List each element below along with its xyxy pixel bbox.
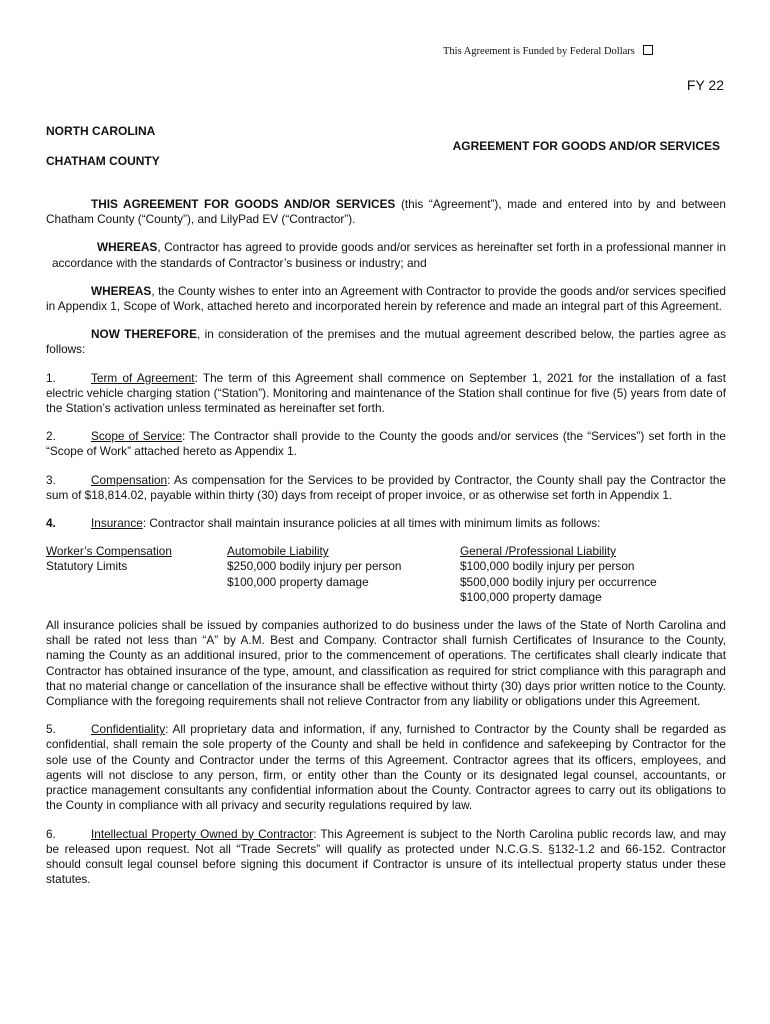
section-insurance bbox=[46, 516, 726, 531]
fiscal-year: FY 22 bbox=[686, 77, 724, 93]
section-number: 3. bbox=[46, 472, 56, 487]
section-text: : Contractor shall maintain insurance policies at all times with minimum limits as follows: bbox=[142, 516, 601, 531]
county-heading: CHATHAM COUNTY bbox=[46, 154, 160, 168]
intro-text: (this “Agreement”), made and entered into by and between Chatham County (“County”), and LilyPad EV (“Contractor”). bbox=[46, 197, 726, 227]
section-confidentiality bbox=[46, 722, 726, 813]
section-compensation bbox=[46, 473, 726, 503]
section-text: : The Contractor shall provide to the County the goods and/or services (the “Services”) set forth in the “Scope of Work” attached hereto as Appendix 1. bbox=[46, 429, 726, 459]
limit-line: $250,000 bodily injury per person bbox=[227, 559, 402, 574]
whereas-2-bold: WHEREAS bbox=[91, 283, 152, 298]
now-therefore-text: , in consideration of the premises and the mutual agreement described below, the parties agree as follows: bbox=[46, 327, 726, 357]
whereas-1-text: , Contractor has agreed to provide goods and/or services as hereinafter set forth in a professional manner in accordance with the standards of Contractor’s business or industry; and bbox=[52, 240, 726, 270]
column-header: Automobile Liability bbox=[227, 544, 329, 559]
intro-paragraph bbox=[46, 197, 726, 227]
section-number: 2. bbox=[46, 429, 56, 444]
limit-line: $100,000 property damage bbox=[227, 574, 369, 589]
limit-line: $500,000 bodily injury per occurrence bbox=[460, 574, 657, 589]
section-text: : The term of this Agreement shall commence on September 1, 2021 for the installation of a fast electric vehicle charging station (“Station”). Monitoring and maintenance of the Station shall continue for five (5) years from date of the Station’s activation unless terminated as hereinafter set forth. bbox=[46, 370, 726, 416]
limit-line: $100,000 property damage bbox=[460, 589, 602, 604]
limit-line: Statutory Limits bbox=[46, 559, 128, 574]
auto-liability-column bbox=[227, 544, 460, 605]
section-text: : This Agreement is subject to the North Carolina public records law, and may be released upon request. Not all “Trade Secrets” will qualify as protected under N.C.G.S. §132-1.2 and 66-152. Contractor should consult legal counsel before signing this document if Contractor is unsure of its intellectual property status under these statutes. bbox=[46, 826, 726, 887]
whereas-paragraph-2 bbox=[46, 284, 726, 314]
section-heading: Confidentiality bbox=[91, 722, 166, 737]
section-intellectual-property bbox=[46, 827, 726, 888]
now-therefore-bold: NOW THEREFORE bbox=[91, 327, 197, 342]
section-text: : As compensation for the Services to be provided by Contractor, the County shall pay the Contractor the sum of $18,814.02, payable within thirty (30) days from receipt of proper invoice, or as otherwise set forth in Appendix 1. bbox=[46, 472, 726, 502]
workers-comp-column bbox=[46, 544, 227, 605]
section-heading: Compensation bbox=[91, 472, 168, 487]
federal-funding-note bbox=[443, 45, 653, 57]
document-title: AGREEMENT FOR GOODS AND/OR SERVICES bbox=[452, 139, 720, 153]
section-number: 5. bbox=[46, 722, 56, 737]
state-heading: NORTH CAROLINA bbox=[46, 124, 156, 138]
section-text: : All proprietary data and information, if any, furnished to Contractor by the County shall be regarded as confidential, shall remain the sole property of the County and shall be held in confidence and safekeeping by Contractor for the sole use of the County and Contractor under the terms of this Agreement. Contractor agrees that its officers, employees, and agents will not disclose to any person, firm, or entity other than the County or its designated legal counsel, accountants, or practice management consultants any confidential information about the County. Contractor agrees to carry out its obligations to the County in compliance with all privacy and security regulations required by law. bbox=[46, 722, 726, 813]
insurance-requirements-paragraph: All insurance policies shall be issued by companies authorized to do business under the laws of the State of North Carolina and shall be rated not less than “A” by A.M. Best and Company. Contractor shall furnish Certificates of Insurance to the County, naming the County as an additional insured, prior to the commencement of operations. The certificates shall clearly indicate that Contractor has obtained insurance of the type, amount, and classification as required for strict compliance with this paragraph and that no material change or cancellation of the insurance shall be effective without thirty (30) days prior written notice to the County. Compliance with the foregoing requirements shall not relieve Contractor from any liability or obligations under this Agreement. bbox=[46, 618, 726, 709]
section-term bbox=[46, 371, 726, 417]
section-heading: Insurance bbox=[91, 516, 143, 531]
insurance-limits-table bbox=[46, 544, 726, 605]
section-scope bbox=[46, 429, 726, 459]
whereas-paragraph-1 bbox=[46, 240, 726, 270]
limit-line: $100,000 bodily injury per person bbox=[460, 559, 635, 574]
federal-funding-checkbox[interactable] bbox=[643, 45, 653, 55]
section-number: 4. bbox=[46, 516, 56, 531]
intro-bold: THIS AGREEMENT FOR GOODS AND/OR SERVICES bbox=[91, 197, 396, 211]
section-number: 6. bbox=[46, 826, 56, 841]
column-header: Worker’s Compensation bbox=[46, 544, 172, 559]
agreement-body bbox=[46, 197, 726, 900]
section-heading: Scope of Service bbox=[91, 429, 183, 444]
whereas-2-text: , the County wishes to enter into an Agreement with Contractor to provide the goods and/or services specified in Appendix 1, Scope of Work, attached hereto and incorporated herein by reference and made an integral part of this Agreement. bbox=[46, 283, 726, 314]
federal-funding-label: This Agreement is Funded by Federal Dollars bbox=[443, 46, 635, 57]
whereas-1-bold: WHEREAS bbox=[97, 240, 158, 255]
general-liability-column bbox=[460, 544, 726, 605]
section-number: 1. bbox=[46, 370, 56, 385]
column-header: General /Professional Liability bbox=[460, 544, 617, 559]
section-heading: Term of Agreement bbox=[91, 370, 195, 385]
section-heading: Intellectual Property Owned by Contractor bbox=[91, 826, 314, 841]
now-therefore-paragraph bbox=[46, 327, 726, 357]
